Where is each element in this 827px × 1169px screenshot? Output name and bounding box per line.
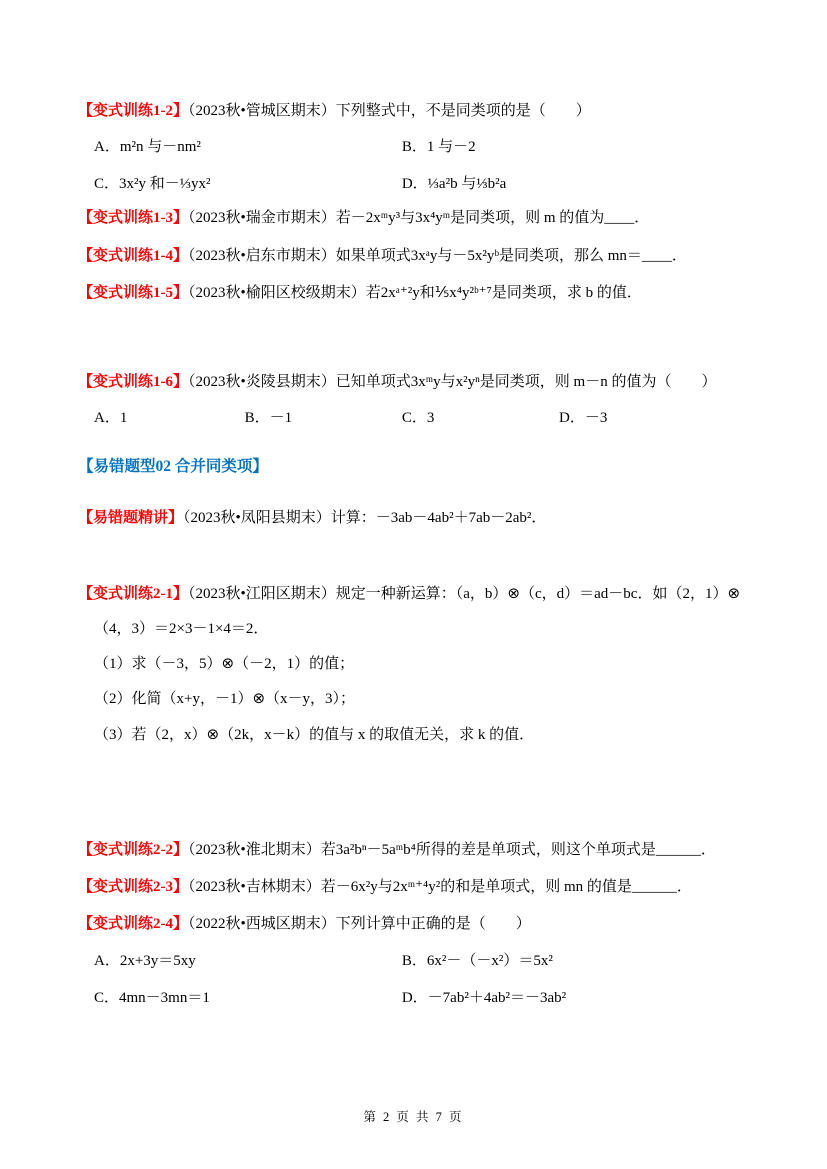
problem-2-1-body (78, 618, 749, 747)
option-a: A．1 (94, 410, 128, 427)
problem-text: （2023秋•榆阳区校级期末）若2xᵃ⁺²y和⅕x⁴y²ᵇ⁺⁷是同类项，求 b 的值． (188, 284, 642, 301)
problem-label: 【变式训练2-1】 (78, 585, 188, 602)
problem-label: 【变式训练1-2】 (78, 103, 188, 119)
option-a: A．m²n 与－nm² (94, 139, 201, 156)
problem-1-4 (78, 245, 749, 268)
problem-label: 【变式训练2-3】 (78, 879, 188, 896)
sub-question-1: （1）求（－3，5）⊗（－2，1）的值； (94, 656, 355, 673)
problem-text: （2022秋•西城区期末）下列计算中正确的是（ ） (188, 916, 531, 933)
sub-question-3: （3）若（2，x）⊗（2k，x－k）的值与 x 的取值无关，求 k 的值． (94, 726, 535, 743)
problem-1-2-stem (78, 100, 749, 123)
problem-label: 【变式训练1-6】 (78, 374, 188, 390)
option-b: B．1 与－2 (401, 139, 476, 156)
problem-2-4-stem (78, 913, 749, 936)
problem-2-3 (78, 876, 749, 899)
problem-2-4-options (78, 949, 749, 1007)
problem-2-3-stem (78, 876, 749, 899)
sub-question-2: （2）化简（x+y，－1）⊗（x－y，3）； (94, 691, 356, 708)
problem-1-2 (78, 100, 749, 193)
problem-1-3-stem (78, 207, 749, 230)
problem-2-2 (78, 839, 749, 862)
option-b: B．－1 (244, 410, 293, 427)
problem-label: 【易错题精讲】 (78, 510, 184, 527)
option-c: C．4mn－3mn＝1 (94, 989, 210, 1006)
problem-text: （2023秋•江阳区期末）规定一种新运算：（a，b）⊗（c，d）＝ad－bc．如（2，1）⊗ (188, 585, 741, 602)
problem-text: （2023秋•瑞金市期末）若－2xᵐy³与3x⁴yᵐ是同类项，则 m 的值为____． (188, 210, 650, 227)
problem-text: （2023秋•吉林期末）若－6x²y与2xᵐ⁺⁴y²的和是单项式，则 mn 的值是______． (188, 879, 692, 896)
problem-text: （2023秋•淮北期末）若3a²bⁿ－5aᵐb⁴所得的差是单项式，则这个单项式是______． (188, 841, 716, 858)
problem-1-3 (78, 207, 749, 230)
problem-label: 【变式训练1-3】 (78, 210, 188, 227)
page-footer: 第 2 页 共 7 页 (363, 1110, 464, 1124)
problem-text: （2023秋•启东市期末）如果单项式3xᵃy与－5x²yᵇ是同类项，那么 mn＝____． (188, 247, 687, 264)
problem-label: 【变式训练2-2】 (78, 841, 188, 858)
problem-1-6-stem (78, 371, 749, 394)
problem-text: （2023秋•凤阳县期末）计算：－3ab－4ab²＋7ab－2ab²． (183, 510, 547, 527)
problem-text: （2023秋•管城区期末）下列整式中，不是同类项的是（ ） (188, 103, 591, 119)
problem-2-4 (78, 913, 749, 1006)
section-heading-02: 【易错题型02 合并同类项】 (78, 458, 268, 476)
option-d: D．－3 (559, 410, 608, 427)
problem-2-1-stem (78, 583, 749, 606)
problem-1-6-options (78, 406, 749, 427)
option-c: C．3x²y 和－⅓yx² (94, 176, 211, 193)
problem-2-1 (78, 583, 749, 747)
problem-text: （2023秋•炎陵县期末）已知单项式3xᵐy与x²yⁿ是同类项，则 m－n 的值为（ ） (188, 374, 717, 390)
problem-label: 【变式训练1-5】 (78, 284, 188, 301)
problem-1-5 (78, 282, 749, 305)
option-a: A．2x+3y＝5xy (94, 952, 196, 969)
option-d: D．⅓a²b 与⅓b²a (401, 176, 507, 193)
problem-text-continued: （4，3）＝2×3－1×4＝2． (94, 620, 269, 637)
problem-label: 【变式训练1-4】 (78, 247, 188, 264)
problem-1-6 (78, 371, 749, 427)
problem-1-4-stem (78, 245, 749, 268)
problem-label: 【变式训练2-4】 (78, 916, 188, 933)
option-c: C．3 (401, 410, 435, 427)
option-d: D．－7ab²＋4ab²＝－3ab² (401, 989, 567, 1006)
problem-1-2-options (78, 135, 749, 193)
problem-2-2-stem (78, 839, 749, 862)
option-b: B．6x²－（－x²）＝5x² (401, 952, 553, 969)
problem-jingjiang-stem (78, 507, 749, 530)
problem-1-5-stem (78, 282, 749, 305)
problem-jingjiang (78, 507, 749, 530)
